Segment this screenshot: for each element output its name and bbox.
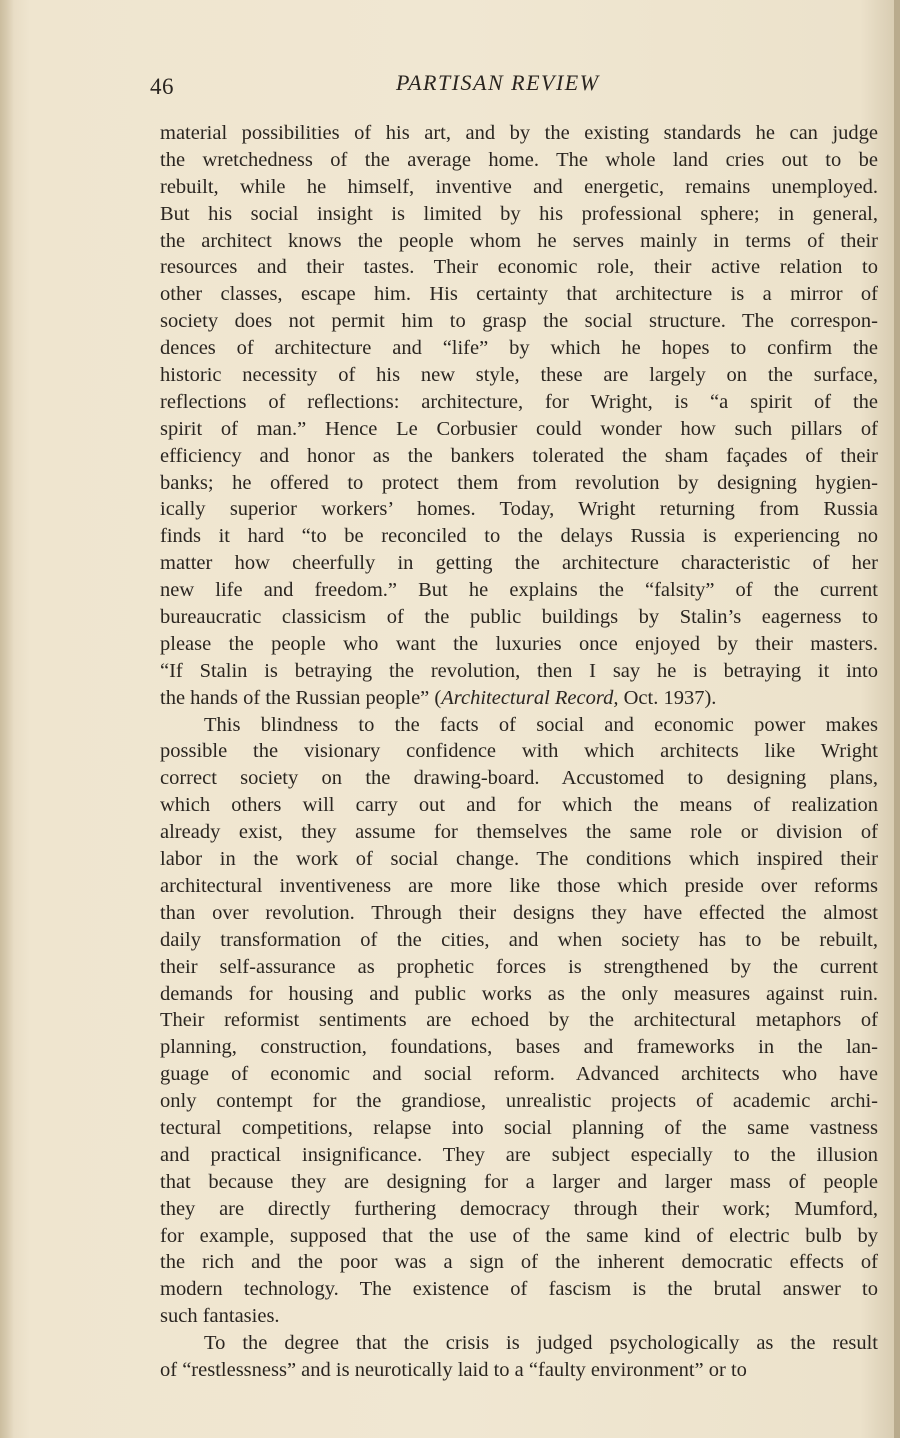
text-line: and practical insignificance. They are subject especially to the illusion (160, 1143, 878, 1166)
text-line: dences of architecture and “life” by which he hopes to confirm the (160, 337, 878, 360)
text-line: than over revolution. Through their designs they have effected the almost (160, 901, 878, 924)
text-line: modern technology. The existence of fascism is the brutal answer to (160, 1278, 878, 1301)
text-line: But his social insight is limited by his professional sphere; in general, (160, 202, 878, 225)
text-line: planning, construction, foundations, bases and frameworks in the lan- (160, 1036, 878, 1059)
text-line: rebuilt, while he himself, inventive and energetic, remains unemployed. (160, 175, 878, 198)
text-line: the architect knows the people whom he serves mainly in terms of their (160, 229, 878, 252)
text-line: Their reformist sentiments are echoed by the architectural metaphors of (160, 1009, 878, 1032)
text-line: possible the visionary confidence with which architects like Wright (160, 740, 878, 763)
text-line: the rich and the poor was a sign of the inherent democratic effects of (160, 1251, 878, 1274)
text-line: efficiency and honor as the bankers tolerated the sham façades of their (160, 444, 878, 467)
text-line: of “restlessness” and is neurotically laid to a “faulty environment” or to (160, 1358, 747, 1381)
paragraph (160, 712, 878, 1330)
text-line: for example, supposed that the use of the same kind of electric bulb by (160, 1224, 878, 1247)
text-line: finds it hard “to be reconciled to the delays Russia is experiencing no (160, 525, 878, 548)
page-number: 46 (150, 74, 174, 99)
text-line: correct society on the drawing-board. Accustomed to designing plans, (160, 767, 878, 790)
text-line: new life and freedom.” But he explains the “falsity” of the current (160, 579, 878, 602)
text-line: other classes, escape him. His certainty that architecture is a mirror of (160, 283, 878, 306)
text-line: such fantasies. (160, 1305, 280, 1328)
text-line: resources and their tastes. Their economic role, their active relation to (160, 256, 878, 279)
running-head (150, 70, 880, 104)
text-line: their self-assurance as prophetic forces is strengthened by the current (160, 955, 878, 978)
paragraph (160, 120, 878, 712)
text-line: architectural inventiveness are more like those which preside over reforms (160, 874, 878, 897)
text-line: that because they are designing for a larger and larger mass of people (160, 1170, 878, 1193)
text-line: This blindness to the facts of social and economic power makes (204, 713, 878, 736)
text-line: the wretchedness of the average home. The whole land cries out to be (160, 148, 878, 171)
text-line: To the degree that the crisis is judged psychologically as the result (204, 1332, 878, 1355)
text-line: banks; he offered to protect them from revolution by designing hygien- (160, 471, 878, 494)
text-line: which others will carry out and for which the means of realization (160, 794, 878, 817)
text-line: they are directly furthering democracy through their work; Mumford, (160, 1197, 878, 1220)
text-line: reflections of reflections: architecture, for Wright, is “a spirit of the (160, 390, 878, 413)
text-line: ically superior workers’ homes. Today, Wright returning from Russia (160, 498, 878, 521)
text-line: matter how cheerfully in getting the architecture characteristic of her (160, 552, 878, 575)
text-line: material possibilities of his art, and by the existing standards he can judge (160, 122, 878, 144)
text-run: Oct. 1937). (618, 686, 717, 709)
text-line: already exist, they assume for themselves the same role or division of (160, 821, 878, 844)
text-line: only contempt for the grandiose, unrealistic projects of academic archi- (160, 1090, 878, 1113)
text-line (160, 685, 878, 712)
text-line: historic necessity of his new style, these are largely on the surface, (160, 364, 878, 387)
body-text (160, 120, 878, 1384)
text-line: labor in the work of social change. The conditions which inspired their (160, 848, 878, 871)
text-line: guage of economic and social reform. Advanced architects who have (160, 1063, 878, 1086)
text-line: spirit of man.” Hence Le Corbusier could wonder how such pillars of (160, 417, 878, 440)
page-edge (894, 0, 900, 1438)
text-line: please the people who want the luxuries once enjoyed by their masters. (160, 632, 878, 655)
text-line: daily transformation of the cities, and when society has to be rebuilt, (160, 928, 878, 951)
gutter-shadow (0, 0, 14, 1438)
text-line: “If Stalin is betraying the revolution, then I say he is betraying it into (160, 659, 878, 682)
text-line: society does not permit him to grasp the social structure. The correspon- (160, 310, 878, 333)
journal-title: PARTISAN REVIEW (396, 70, 600, 95)
text-line: tectural competitions, relapse into social planning of the same vastness (160, 1116, 878, 1139)
paragraph (160, 1330, 878, 1384)
text-run: the hands of the Russian people” ( (160, 686, 442, 709)
text-line: bureaucratic classicism of the public buildings by Stalin’s eagerness to (160, 606, 878, 629)
citation-title: Architectural Record, (441, 686, 619, 709)
text-line: demands for housing and public works as the only measures against ruin. (160, 982, 878, 1005)
